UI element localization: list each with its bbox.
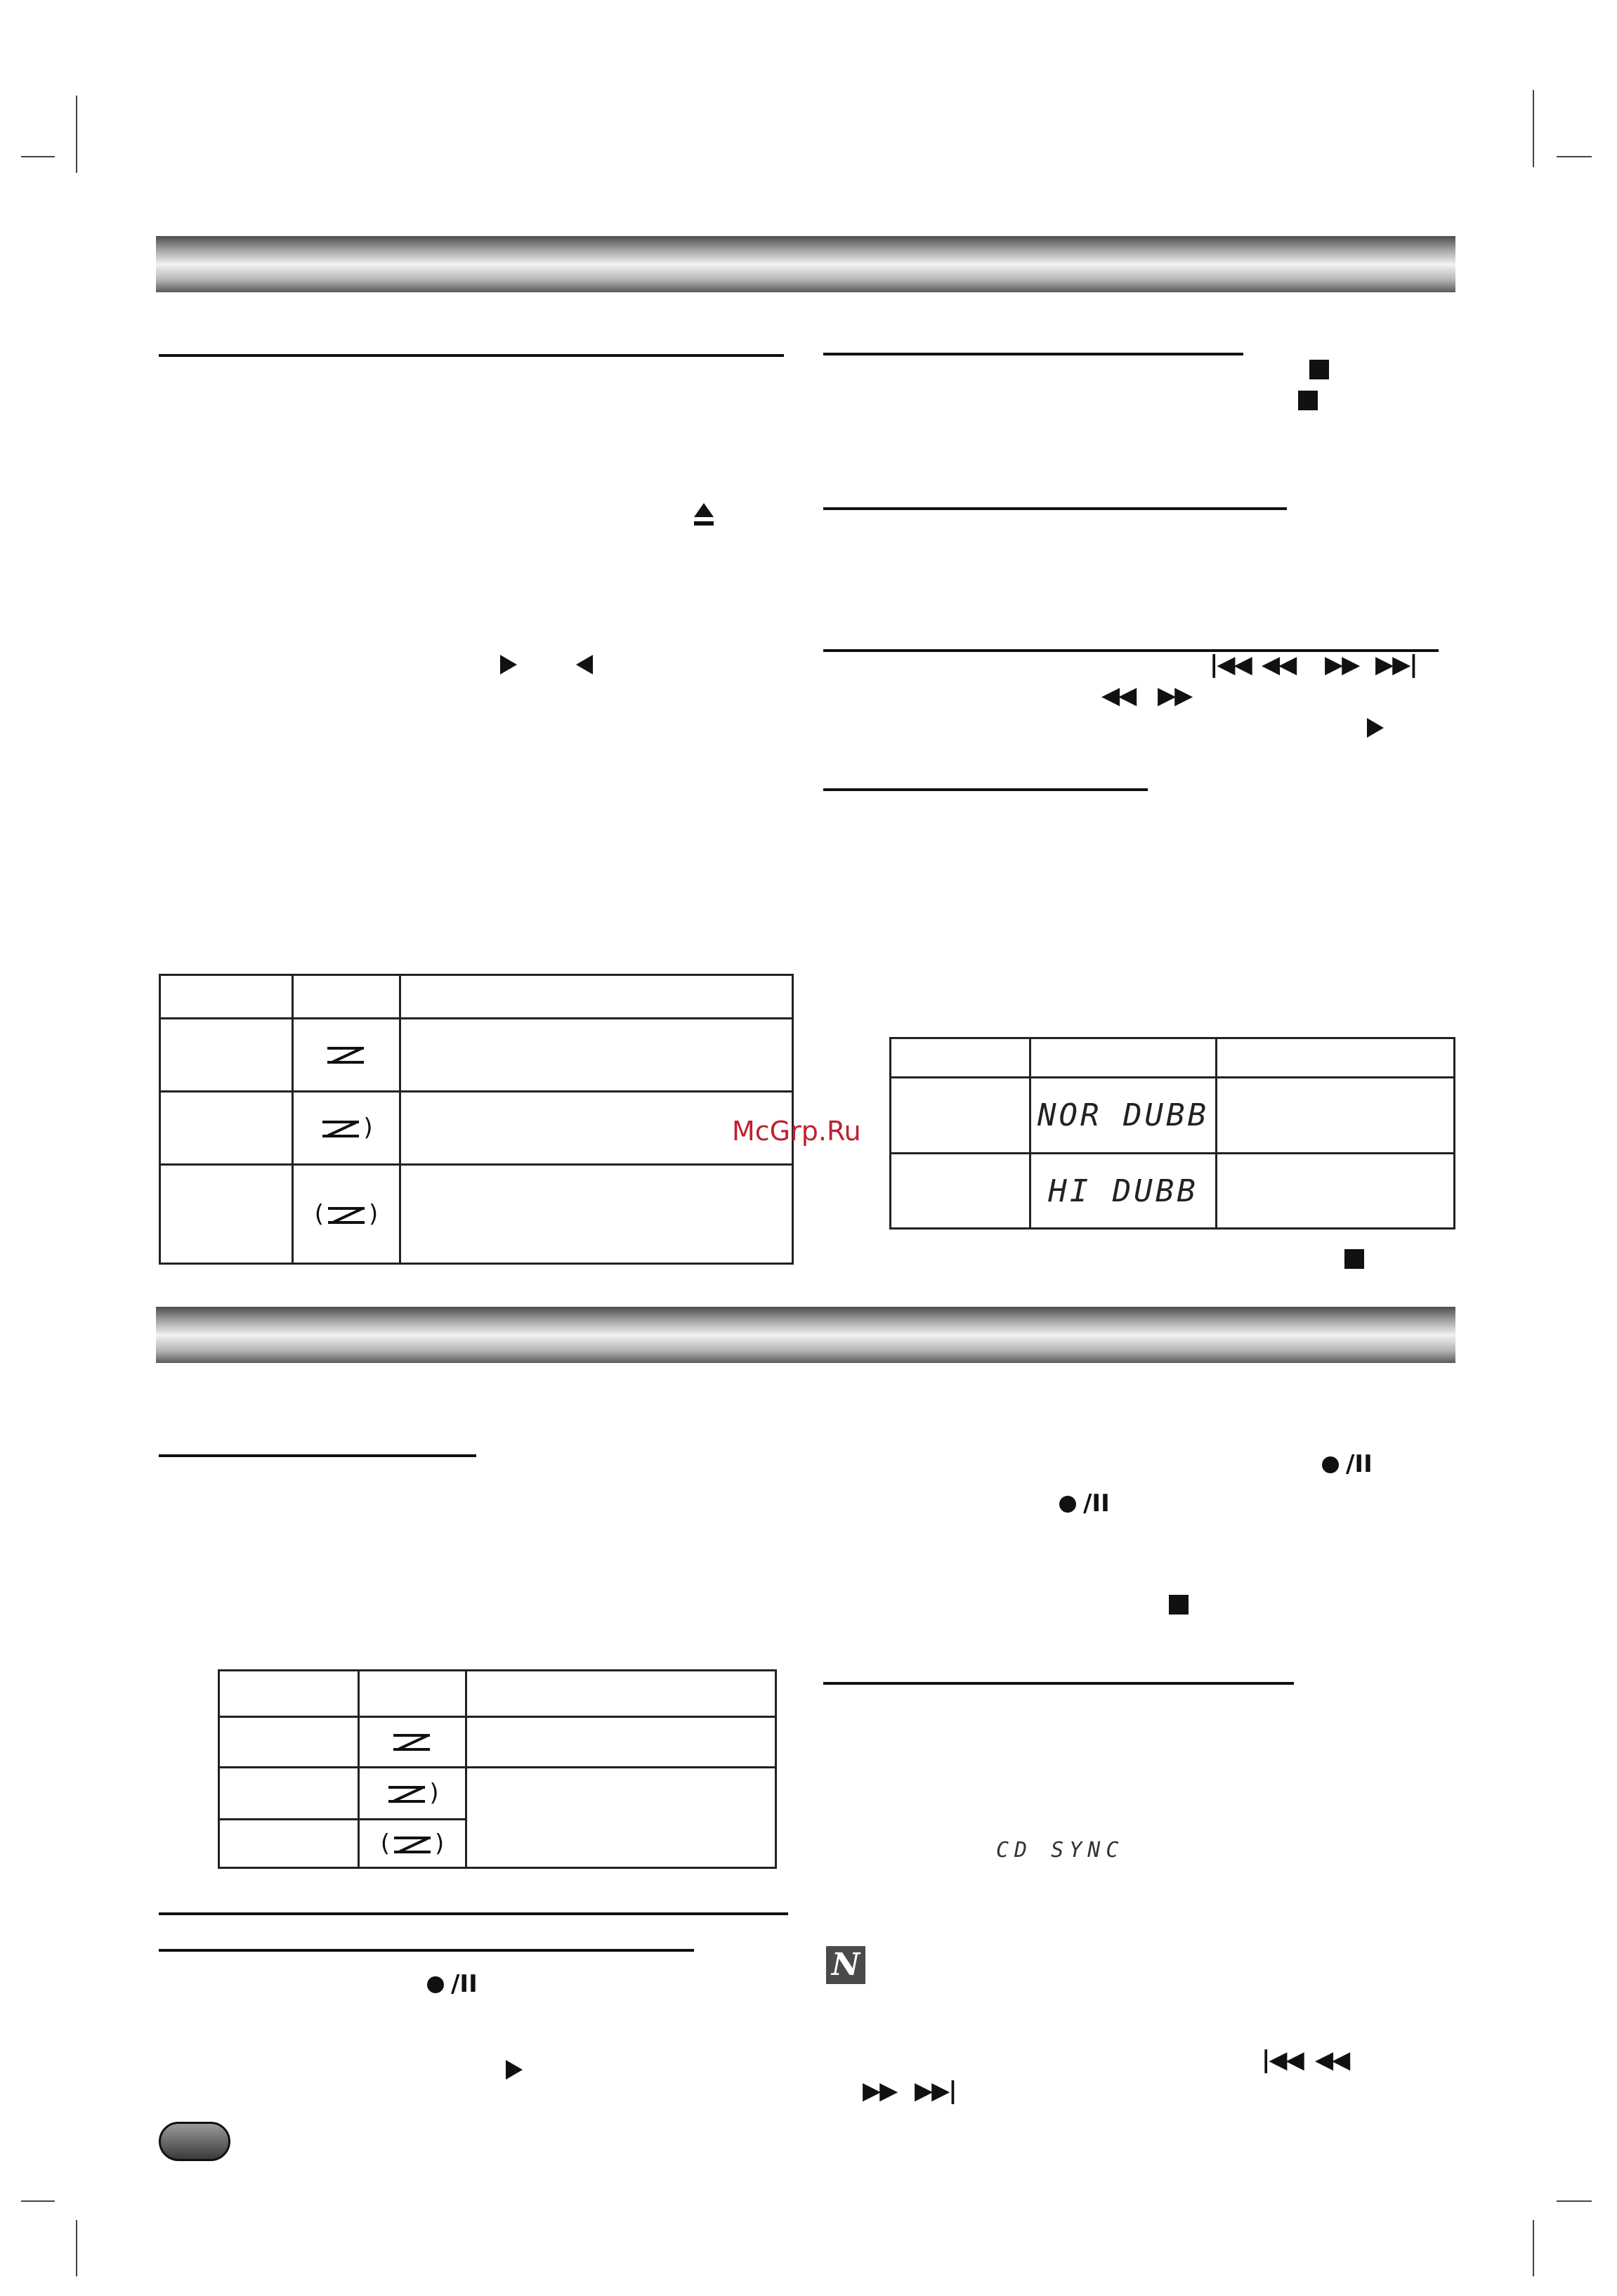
hi-dubb-display: HI DUBB bbox=[1048, 1173, 1198, 1209]
heading-rule bbox=[823, 353, 1243, 356]
crop-mark bbox=[21, 2200, 55, 2202]
dubbing-speed-table bbox=[889, 1037, 1455, 1229]
heading-rule bbox=[823, 1682, 1294, 1685]
table-header-cell bbox=[400, 975, 793, 1019]
crop-mark bbox=[76, 2220, 77, 2276]
table-cell bbox=[219, 1717, 359, 1768]
crop-mark bbox=[1533, 90, 1534, 167]
nr-symbol-cell: ) bbox=[359, 1768, 466, 1820]
table-cell bbox=[219, 1820, 359, 1868]
table-cell bbox=[891, 1154, 1030, 1229]
crop-mark bbox=[1557, 156, 1592, 157]
stop-icon bbox=[1298, 391, 1318, 410]
play-icon bbox=[506, 2060, 523, 2080]
heading-rule bbox=[159, 354, 784, 357]
display-cell bbox=[1030, 1078, 1217, 1154]
table-header-cell bbox=[359, 1671, 466, 1717]
heading-rule bbox=[159, 1912, 788, 1915]
stop-icon bbox=[1344, 1249, 1364, 1269]
nr-icon bbox=[391, 1728, 433, 1754]
table-cell bbox=[160, 1165, 293, 1264]
stop-icon bbox=[1309, 360, 1329, 379]
table-cell-merged bbox=[466, 1768, 776, 1868]
skip-back-icon: |◀◀ bbox=[1262, 2046, 1303, 2074]
nr-icon bbox=[391, 1831, 433, 1856]
reverse-play-icon bbox=[576, 655, 593, 674]
display-cell bbox=[1030, 1154, 1217, 1229]
watermark: McGrp.Ru bbox=[732, 1116, 861, 1147]
section-banner-top bbox=[156, 236, 1455, 292]
play-icon bbox=[1367, 718, 1384, 738]
nr-symbol-cell bbox=[293, 1019, 400, 1092]
table-cell bbox=[891, 1078, 1030, 1154]
nor-dubb-display: NOR DUBB bbox=[1037, 1097, 1209, 1133]
nr-symbol-cell: ) bbox=[293, 1092, 400, 1165]
fast-forward-icon: ▶▶ bbox=[863, 2077, 897, 2105]
table-cell bbox=[1217, 1078, 1455, 1154]
nr-icon bbox=[320, 1115, 362, 1140]
table-header-cell bbox=[466, 1671, 776, 1717]
crop-mark bbox=[21, 156, 55, 157]
eject-icon bbox=[694, 503, 714, 527]
heading-rule bbox=[159, 1454, 476, 1457]
crop-mark bbox=[76, 96, 77, 173]
nr-icon bbox=[386, 1780, 428, 1806]
table-header-cell bbox=[891, 1038, 1030, 1078]
table-cell bbox=[160, 1019, 293, 1092]
skip-back-icon: |◀◀ bbox=[1210, 651, 1251, 679]
page-number-tab bbox=[159, 2122, 230, 2161]
cd-sync-display: CD SYNC bbox=[996, 1838, 1125, 1863]
table-cell bbox=[400, 1019, 793, 1092]
table-cell bbox=[400, 1165, 793, 1264]
table-header-cell bbox=[219, 1671, 359, 1717]
nr-icon bbox=[325, 1201, 367, 1227]
table-header-cell bbox=[1030, 1038, 1217, 1078]
nr-table-1 bbox=[159, 974, 794, 1265]
heading-rule bbox=[159, 1949, 694, 1952]
table-cell bbox=[466, 1717, 776, 1768]
nr-icon bbox=[325, 1041, 367, 1067]
rewind-icon: ◀◀ bbox=[1262, 651, 1296, 679]
nr-table-2 bbox=[218, 1669, 777, 1869]
record-pause-icon: /II bbox=[427, 1974, 483, 1995]
rewind-icon: ◀◀ bbox=[1315, 2046, 1349, 2074]
heading-rule bbox=[823, 788, 1148, 791]
table-header-cell bbox=[160, 975, 293, 1019]
rewind-icon: ◀◀ bbox=[1101, 681, 1136, 710]
play-icon bbox=[500, 655, 517, 674]
record-pause-icon: /II bbox=[1322, 1454, 1378, 1475]
section-banner-middle bbox=[156, 1307, 1455, 1363]
table-header-cell bbox=[293, 975, 400, 1019]
table-header-cell bbox=[1217, 1038, 1455, 1078]
nr-symbol-cell: ( ) bbox=[293, 1165, 400, 1264]
fast-forward-icon: ▶▶ bbox=[1325, 651, 1359, 679]
table-cell bbox=[219, 1768, 359, 1820]
stop-icon bbox=[1169, 1595, 1189, 1615]
heading-rule bbox=[823, 507, 1287, 510]
note-icon: N bbox=[826, 1946, 865, 1984]
record-pause-icon: /II bbox=[1059, 1494, 1115, 1515]
nr-symbol-cell bbox=[359, 1717, 466, 1768]
skip-forward-icon: ▶▶| bbox=[915, 2077, 956, 2105]
nr-symbol-cell: ( ) bbox=[359, 1820, 466, 1868]
crop-mark bbox=[1557, 2200, 1592, 2202]
crop-mark bbox=[1533, 2220, 1534, 2276]
skip-forward-icon: ▶▶| bbox=[1375, 651, 1417, 679]
table-cell bbox=[1217, 1154, 1455, 1229]
table-cell bbox=[160, 1092, 293, 1165]
fast-forward-icon: ▶▶ bbox=[1158, 681, 1192, 710]
